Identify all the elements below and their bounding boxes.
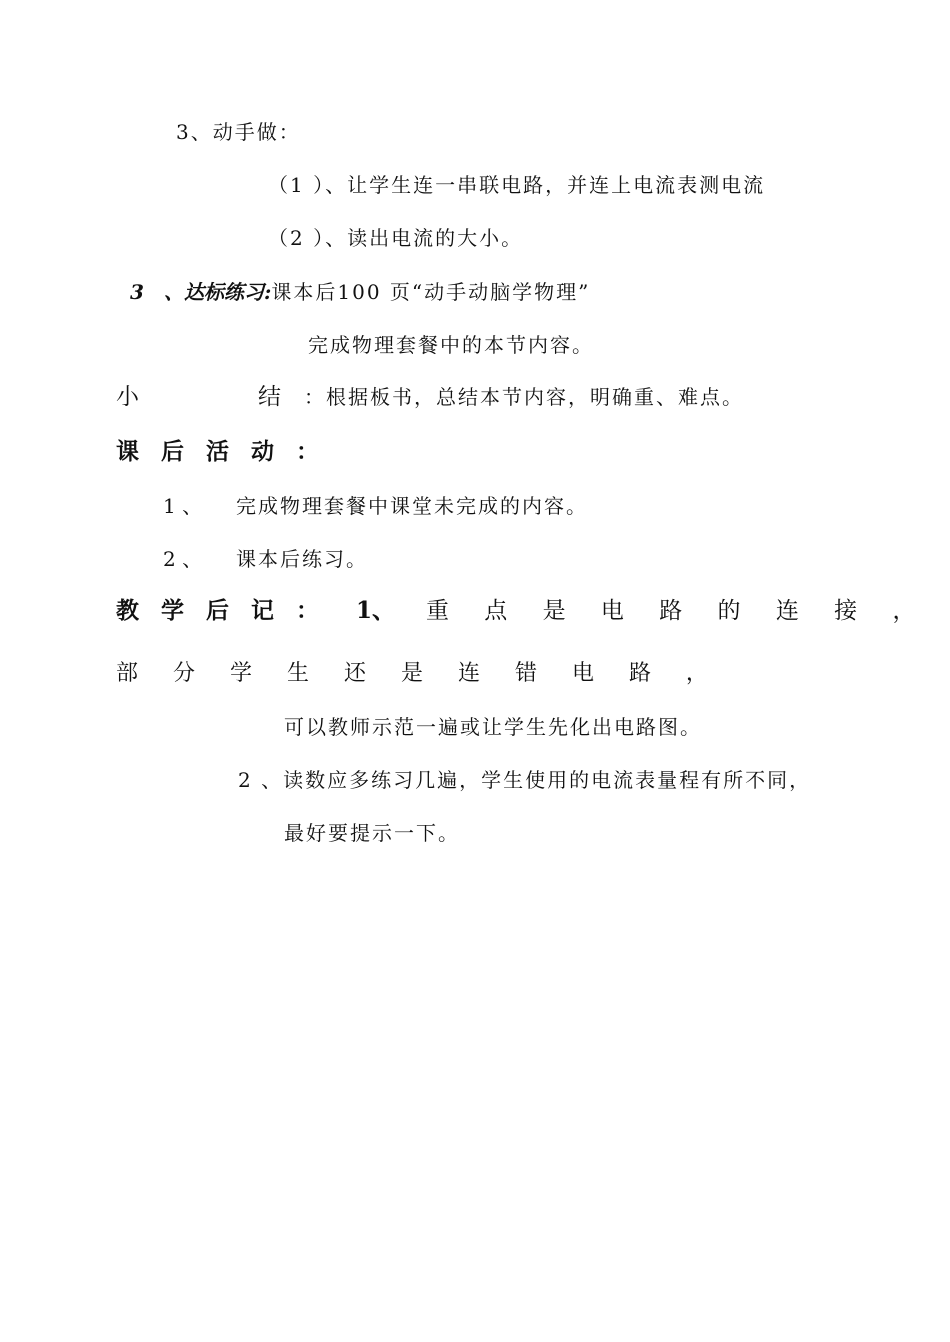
practice-number: 3 <box>130 280 144 304</box>
after-class-item-1-text: 完成物理套餐中课堂未完成的内容。 <box>236 494 588 518</box>
reflection-item-2: 2 、读数应多练习几遍，学生使用的电流表量程有所不同， <box>238 768 812 792</box>
reflection-item-1-continued: 部 分 学 生 还 是 连 错 电 路 ， <box>116 661 722 686</box>
practice-text: 课本后100 页“动手动脑学物理” <box>271 280 591 304</box>
practice-line <box>130 278 590 306</box>
reflection-item-2-text-2: 最好要提示一下。 <box>284 821 460 845</box>
practice-label: 、达标练习: <box>164 280 272 304</box>
reflection-item-1-text-2: 可以教师示范一遍或让学生先化出电路图。 <box>284 715 702 739</box>
after-class-item-2 <box>163 545 368 573</box>
reflection-line <box>116 597 930 625</box>
reflection-label: 教 学 后 记 ： <box>116 597 327 624</box>
summary-line <box>116 383 744 411</box>
practice-text-2: 完成物理套餐中的本节内容。 <box>308 333 594 357</box>
summary-label-a: 小 <box>116 384 139 410</box>
after-class-item-1-number: 1 、 <box>163 494 203 518</box>
after-class-item-2-text: 课本后练习。 <box>236 547 368 571</box>
after-class-item-1 <box>163 492 588 520</box>
after-class-item-2-number: 2 、 <box>163 547 203 571</box>
hands-on-item-2: （2 ）、读出电流的大小。 <box>268 226 524 250</box>
hands-on-heading: 3、动手做： <box>176 120 301 144</box>
summary-label-b: 结 <box>258 384 281 410</box>
summary-text: ：根据板书，总结本节内容，明确重、难点。 <box>304 385 744 409</box>
reflection-item-1-lead: 1、 <box>356 597 396 624</box>
hands-on-item-1: （1 ）、让学生连一串联电路，并连上电流表测电流 <box>268 173 766 197</box>
reflection-item-1-text: 重 点 是 电 路 的 连 接 ， <box>426 598 930 624</box>
after-class-heading: 课 后 活 动 ： <box>116 438 327 465</box>
